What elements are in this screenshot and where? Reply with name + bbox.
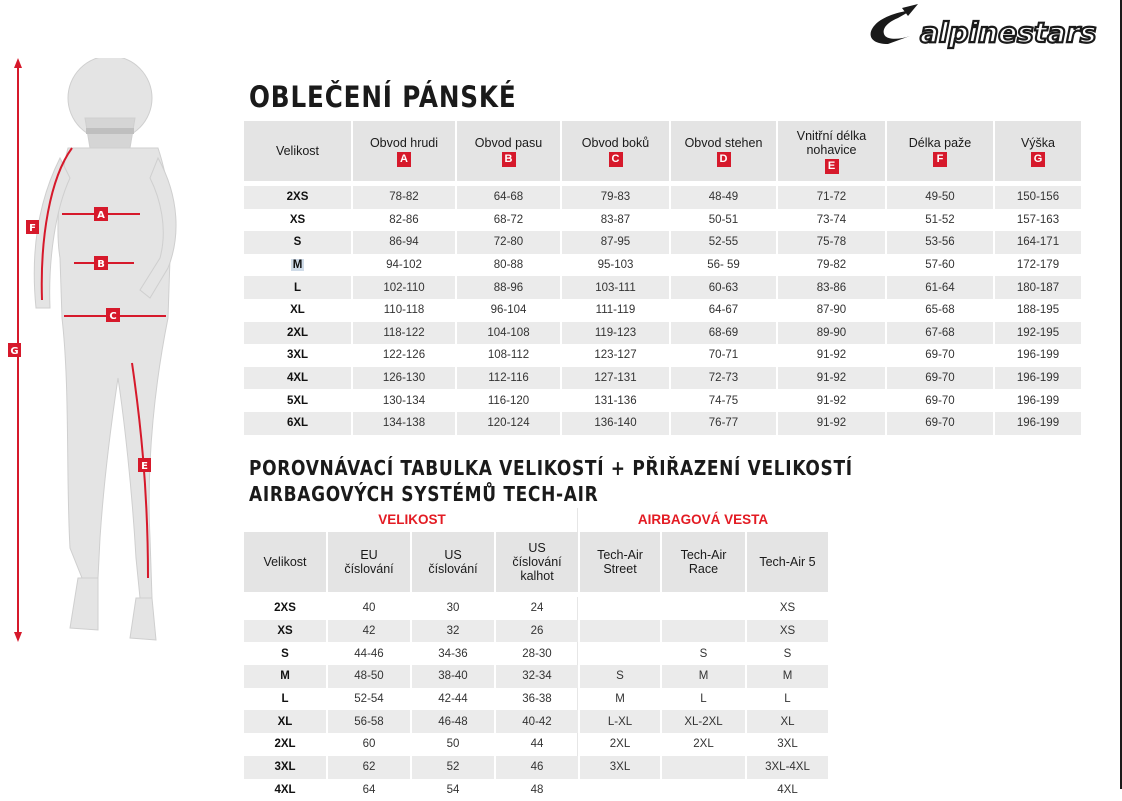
value-cell: 130-134: [353, 389, 457, 412]
value-cell: 64-67: [671, 299, 778, 322]
value-cell: 110-118: [353, 299, 457, 322]
value-cell: 42: [328, 620, 412, 643]
value-cell: 67-68: [887, 322, 995, 345]
value-cell: 91-92: [778, 412, 887, 435]
value-cell: 91-92: [778, 367, 887, 390]
value-cell: 89-90: [778, 322, 887, 345]
value-cell: M: [580, 688, 662, 711]
marker-f-label: F: [29, 223, 36, 234]
value-cell: 119-123: [562, 322, 671, 345]
value-cell: 126-130: [353, 367, 457, 390]
header-delka-paze: Délka paže F: [887, 121, 995, 181]
marker-e-badge: E: [825, 159, 839, 174]
group-airbag-label: AIRBAGOVÁ VESTA: [578, 512, 828, 527]
value-cell: 108-112: [457, 344, 562, 367]
page-title: OBLEČENÍ PÁNSKÉ: [249, 80, 517, 114]
value-cell: 123-127: [562, 344, 671, 367]
value-cell: 196-199: [995, 389, 1081, 412]
size-cell: S: [244, 231, 353, 254]
value-cell: 83-87: [562, 209, 671, 232]
value-cell: 60-63: [671, 276, 778, 299]
value-cell: 172-179: [995, 254, 1081, 277]
table-row: [244, 665, 828, 688]
value-cell: 46: [496, 756, 580, 779]
value-cell: 196-199: [995, 367, 1081, 390]
value-cell: 40: [328, 597, 412, 620]
value-cell: 53-56: [887, 231, 995, 254]
value-cell: 72-73: [671, 367, 778, 390]
marker-g-badge: G: [1031, 152, 1045, 167]
value-cell: 74-75: [671, 389, 778, 412]
value-cell: 68-72: [457, 209, 562, 232]
value-cell: 2XL: [662, 733, 747, 756]
header-vnitrni-delka: Vnitřní délka nohavice E: [778, 121, 887, 181]
value-cell: 70-71: [671, 344, 778, 367]
size-cell: 6XL: [244, 412, 353, 435]
value-cell: 79-82: [778, 254, 887, 277]
marker-e-label: E: [141, 461, 148, 472]
value-cell: 56- 59: [671, 254, 778, 277]
value-cell: XS: [747, 597, 828, 620]
alpinestars-logo: [858, 4, 1120, 52]
value-cell: 69-70: [887, 412, 995, 435]
value-cell: 150-156: [995, 186, 1081, 209]
value-cell: 4XL: [747, 779, 828, 801]
value-cell: 72-80: [457, 231, 562, 254]
value-cell: 180-187: [995, 276, 1081, 299]
header-obvod-pasu: Obvod pasu B: [457, 121, 562, 181]
size-cell: 2XS: [244, 597, 328, 620]
value-cell: 196-199: [995, 344, 1081, 367]
value-cell: 71-72: [778, 186, 887, 209]
value-cell: 157-163: [995, 209, 1081, 232]
value-cell: 68-69: [671, 322, 778, 345]
value-cell: 104-108: [457, 322, 562, 345]
size-cell: 5XL: [244, 389, 353, 412]
value-cell: L: [662, 688, 747, 711]
table-row: [244, 412, 1081, 435]
value-cell: 78-82: [353, 186, 457, 209]
value-cell: 54: [412, 779, 496, 801]
size-cell: S: [244, 642, 328, 665]
value-cell: 52-55: [671, 231, 778, 254]
header-us: US číslování: [412, 532, 496, 592]
table-row: [244, 756, 828, 779]
size-cell: 2XL: [244, 322, 353, 345]
value-cell: [662, 756, 747, 779]
table-row: [244, 779, 828, 801]
value-cell: 52-54: [328, 688, 412, 711]
size-cell: XS: [244, 209, 353, 232]
value-cell: 80-88: [457, 254, 562, 277]
value-cell: 61-64: [887, 276, 995, 299]
value-cell: [662, 779, 747, 801]
size-cell: L: [244, 276, 353, 299]
header-obvod-hrudi: Obvod hrudi A: [353, 121, 457, 181]
value-cell: 32-34: [496, 665, 580, 688]
value-cell: S: [662, 642, 747, 665]
header-us-kalhot: US číslování kalhot: [496, 532, 580, 592]
table-row: [244, 209, 1081, 232]
header-obvod-boku: Obvod boků C: [562, 121, 671, 181]
value-cell: 103-111: [562, 276, 671, 299]
value-cell: [580, 779, 662, 801]
value-cell: 24: [496, 597, 580, 620]
value-cell: 48: [496, 779, 580, 801]
value-cell: 83-86: [778, 276, 887, 299]
value-cell: 95-103: [562, 254, 671, 277]
value-cell: 50: [412, 733, 496, 756]
value-cell: 38-40: [412, 665, 496, 688]
value-cell: 46-48: [412, 710, 496, 733]
value-cell: 30: [412, 597, 496, 620]
table-row: [244, 276, 1081, 299]
value-cell: 136-140: [562, 412, 671, 435]
table-row: [244, 254, 1081, 277]
table-row: [244, 733, 828, 756]
value-cell: 48-50: [328, 665, 412, 688]
value-cell: 120-124: [457, 412, 562, 435]
size-cell: 4XL: [244, 779, 328, 801]
table-row: [244, 231, 1081, 254]
value-cell: L: [747, 688, 828, 711]
value-cell: 42-44: [412, 688, 496, 711]
value-cell: 28-30: [496, 642, 580, 665]
value-cell: 76-77: [671, 412, 778, 435]
value-cell: 69-70: [887, 367, 995, 390]
value-cell: 26: [496, 620, 580, 643]
value-cell: 3XL: [747, 733, 828, 756]
size-cell: 3XL: [244, 756, 328, 779]
table-row: [244, 322, 1081, 345]
svg-text:alpinestars: alpinestars: [920, 16, 1096, 49]
header-tech-air-5: Tech-Air 5: [747, 532, 828, 592]
size-cell: M: [244, 254, 353, 277]
value-cell: 88-96: [457, 276, 562, 299]
value-cell: 65-68: [887, 299, 995, 322]
value-cell: 51-52: [887, 209, 995, 232]
size-cell: L: [244, 688, 328, 711]
value-cell: 64-68: [457, 186, 562, 209]
value-cell: 111-119: [562, 299, 671, 322]
value-cell: 52: [412, 756, 496, 779]
table-row: [244, 389, 1081, 412]
value-cell: 134-138: [353, 412, 457, 435]
value-cell: 91-92: [778, 344, 887, 367]
value-cell: 127-131: [562, 367, 671, 390]
value-cell: M: [662, 665, 747, 688]
value-cell: 86-94: [353, 231, 457, 254]
table-row: [244, 642, 828, 665]
marker-b-badge: B: [502, 152, 516, 167]
value-cell: 196-199: [995, 412, 1081, 435]
value-cell: 3XL: [580, 756, 662, 779]
value-cell: 73-74: [778, 209, 887, 232]
value-cell: XS: [747, 620, 828, 643]
size-cell: M: [244, 665, 328, 688]
value-cell: [662, 620, 747, 643]
value-cell: 40-42: [496, 710, 580, 733]
header-vyska: Výška G: [995, 121, 1081, 181]
size-cell: 4XL: [244, 367, 353, 390]
value-cell: XL-2XL: [662, 710, 747, 733]
value-cell: 3XL-4XL: [747, 756, 828, 779]
comparison-title: POROVNÁVACÍ TABULKA VELIKOSTÍ + PŘIŘAZENÍ VELIKOSTÍ AIRBAGOVÝCH SYSTÉMŮ TECH-AIR: [249, 455, 853, 507]
table-row: [244, 344, 1081, 367]
size-cell: 2XS: [244, 186, 353, 209]
value-cell: S: [747, 642, 828, 665]
group-velikost-label: VELIKOST: [244, 512, 580, 527]
marker-c-badge: C: [609, 152, 623, 167]
value-cell: 48-49: [671, 186, 778, 209]
value-cell: 50-51: [671, 209, 778, 232]
marker-a-label: A: [97, 210, 105, 221]
value-cell: M: [747, 665, 828, 688]
value-cell: 32: [412, 620, 496, 643]
size-cell: 2XL: [244, 733, 328, 756]
size-cell: 3XL: [244, 344, 353, 367]
value-cell: 79-83: [562, 186, 671, 209]
value-cell: 62: [328, 756, 412, 779]
table-row: [244, 710, 828, 733]
value-cell: L-XL: [580, 710, 662, 733]
value-cell: 87-95: [562, 231, 671, 254]
value-cell: 34-36: [412, 642, 496, 665]
table-row: [244, 620, 828, 643]
value-cell: 64: [328, 779, 412, 801]
value-cell: 49-50: [887, 186, 995, 209]
value-cell: 60: [328, 733, 412, 756]
value-cell: [580, 597, 662, 620]
table-row: [244, 186, 1081, 209]
value-cell: 131-136: [562, 389, 671, 412]
header-velikost: Velikost: [244, 532, 328, 592]
value-cell: [662, 597, 747, 620]
marker-g-label: G: [10, 346, 18, 357]
header-tech-air-race: Tech-Air Race: [662, 532, 747, 592]
size-table: [244, 121, 1081, 435]
size-cell: XL: [244, 299, 353, 322]
value-cell: 44-46: [328, 642, 412, 665]
value-cell: [580, 620, 662, 643]
header-velikost: Velikost: [244, 121, 353, 181]
value-cell: 36-38: [496, 688, 580, 711]
marker-c-label: C: [109, 311, 116, 322]
header-tech-air-street: Tech-Air Street: [580, 532, 662, 592]
marker-f-badge: F: [933, 152, 947, 167]
value-cell: 2XL: [580, 733, 662, 756]
table-row: [244, 688, 828, 711]
value-cell: 69-70: [887, 344, 995, 367]
body-measurement-figure: [0, 58, 240, 648]
value-cell: 122-126: [353, 344, 457, 367]
header-obvod-stehen: Obvod stehen D: [671, 121, 778, 181]
value-cell: 188-195: [995, 299, 1081, 322]
marker-d-badge: D: [717, 152, 731, 167]
value-cell: 44: [496, 733, 580, 756]
size-cell: XL: [244, 710, 328, 733]
value-cell: 94-102: [353, 254, 457, 277]
value-cell: 56-58: [328, 710, 412, 733]
comparison-table: [244, 532, 828, 801]
value-cell: 91-92: [778, 389, 887, 412]
size-cell: XS: [244, 620, 328, 643]
value-cell: 87-90: [778, 299, 887, 322]
value-cell: 118-122: [353, 322, 457, 345]
value-cell: 69-70: [887, 389, 995, 412]
value-cell: 102-110: [353, 276, 457, 299]
value-cell: 112-116: [457, 367, 562, 390]
value-cell: 96-104: [457, 299, 562, 322]
value-cell: 75-78: [778, 231, 887, 254]
table-row: [244, 367, 1081, 390]
value-cell: 116-120: [457, 389, 562, 412]
value-cell: 164-171: [995, 231, 1081, 254]
value-cell: 192-195: [995, 322, 1081, 345]
value-cell: 57-60: [887, 254, 995, 277]
value-cell: [580, 642, 662, 665]
value-cell: S: [580, 665, 662, 688]
header-eu: EU číslování: [328, 532, 412, 592]
value-cell: XL: [747, 710, 828, 733]
table-row: [244, 597, 828, 620]
marker-b-label: B: [97, 259, 105, 270]
table-row: [244, 299, 1081, 322]
marker-a-badge: A: [397, 152, 411, 167]
value-cell: 82-86: [353, 209, 457, 232]
